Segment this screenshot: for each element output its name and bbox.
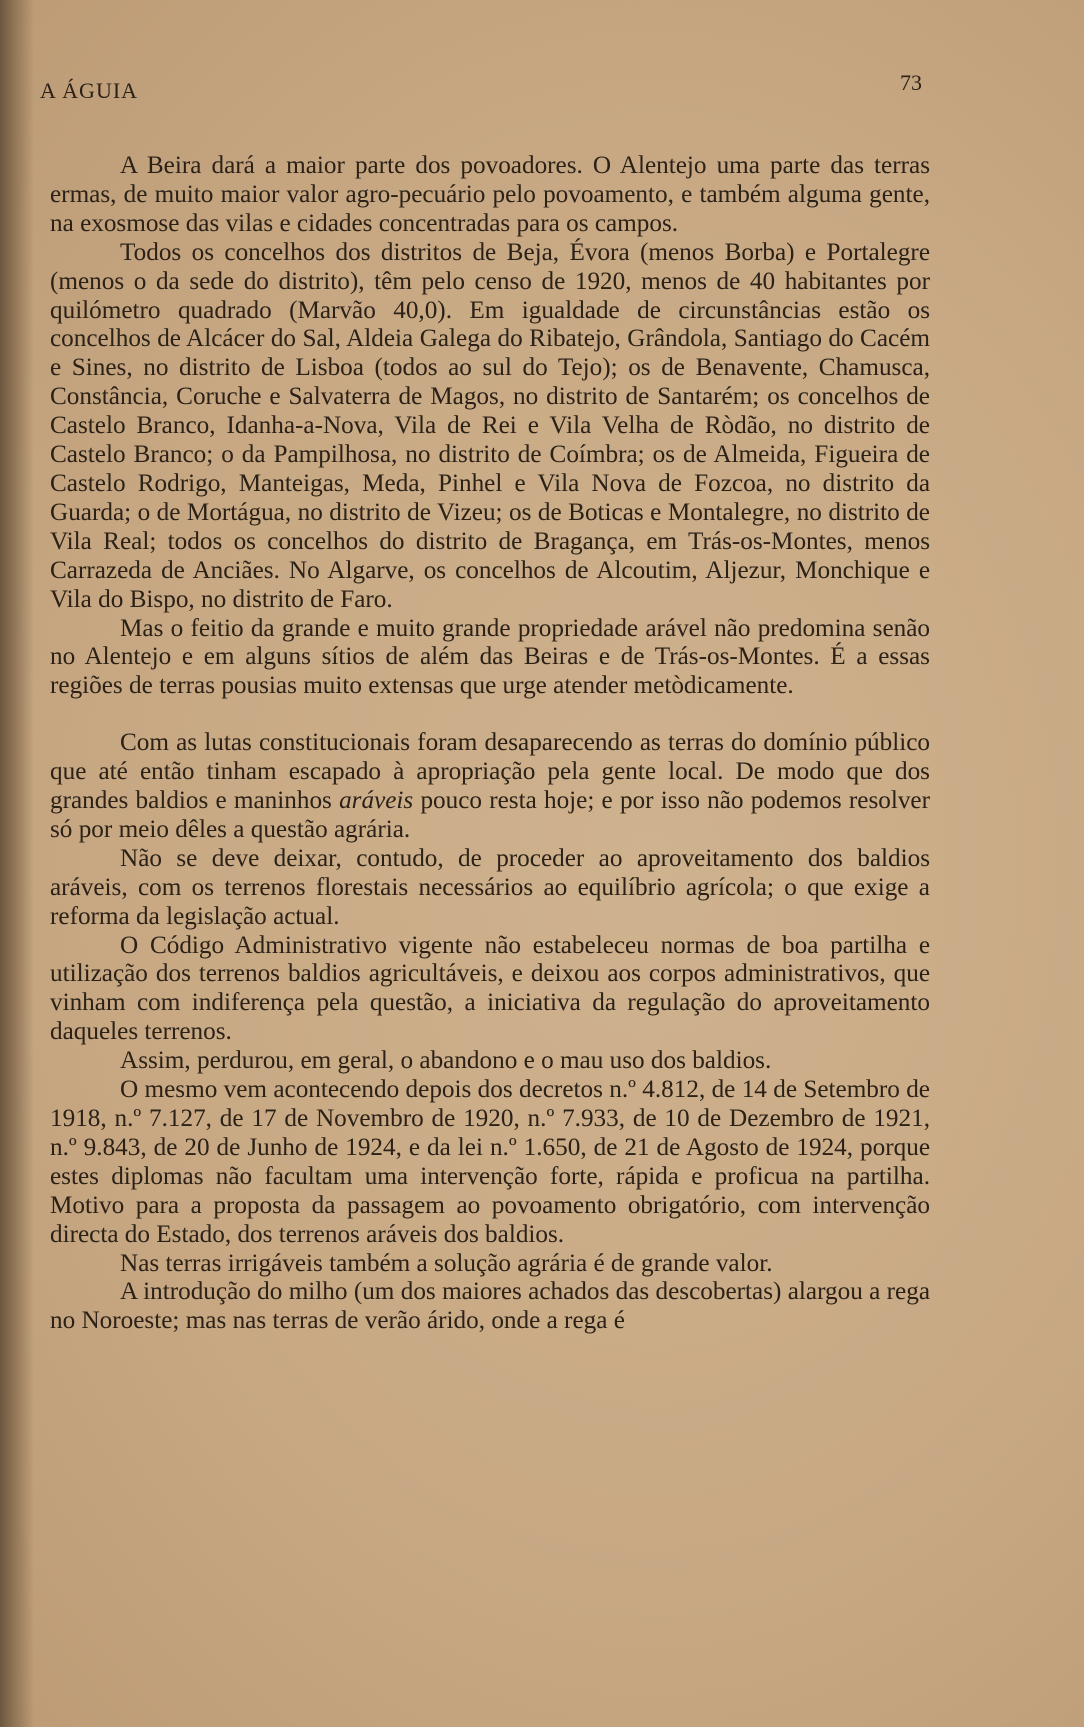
running-title: A ÁGUIA: [40, 78, 139, 103]
paragraph-irrigaveis: Nas terras irrigáveis também a solução agrária é de grande valor.: [120, 1249, 773, 1277]
paragraph-lutas: [50, 729, 930, 845]
paragraph-concelhos: Todos os concelhos dos distritos de Beja, Évora (menos Borba) e Portalegre (menos o da sede do distrito), têm pelo censo de 1920, menos de 40 habitantes por quilómetro quadrado (Marvão 40,0). Em igualdade de circunstâncias estão os concelhos de Alcácer do Sal, Aldeia Galega do Ribatejo, Grândola, Santiago do Cacém e Sines, no distrito de Lisboa (todos ao sul do Tejo); os de Benavente, Chamusca, Constância, Coruche e Salvaterra de Magos, no distrito de Santarém; os concelhos de Castelo Branco, Idanha-a-Nova, Vila de Rei e Vila Velha de Ròdão, no distrito de Castelo Branco; o da Pampilhosa, no distrito de Coímbra; os de Almeida, Figueira de Castelo Rodrigo, Manteigas, Meda, Pinhel e Vila Nova de Fozcoa, no distrito da Guarda; o de Mortágua, no distrito de Vizeu; os de Boticas e Montalegre, no distrito de Vila Real; todos os concelhos do distrito de Bragança, em Trás-os-Montes, menos Carrazeda de Anciães. No Algarve, os concelhos de Alcoutim, Aljezur, Monchique e Vila do Bispo, no distrito de Faro.: [50, 238, 930, 613]
paragraph-codigo: O Código Administrativo vigente não estabeleceu normas de boa partilha e utilização dos terrenos baldios agricultáveis, e deixou aos corpos administrativos, que vinham com indiferença pela questão, a iniciativa da regulação do aproveitamento daqueles terrenos.: [50, 931, 930, 1046]
paragraph-baldios: Não se deve deixar, contudo, de proceder ao aproveitamento dos baldios aráveis, com os terrenos florestais necessários ao equilíbrio agrícola; o que exige a reforma da legislação actual.: [50, 844, 930, 930]
paragraph-abandono: Assim, perdurou, em geral, o abandono e o mau uso dos baldios.: [120, 1047, 772, 1075]
paragraph-lutas-start: Com as lutas constitucionais foram desaparecendo as terras do domínio público que até então tinham escapado à apropriação pela gente local. De modo que dos grandes baldios e maninhos: [50, 729, 930, 815]
body-text: [50, 152, 930, 1336]
paragraph-propriedade: Mas o feitio da grande e muito grande propriedade arável não predomina senão no Alentejo e em alguns sítios de além das Beiras e de Trás-os-Montes. É a essas regiões de terras pousias muito extensas que urge atender metòdicamente.: [50, 614, 930, 700]
paragraph-milho: A introdução do milho (um dos maiores achados das descobertas) alargou a rega no Noroeste; mas nas terras de verão árido, onde a rega é: [50, 1278, 930, 1335]
italic-araveis: aráveis: [339, 787, 414, 815]
paragraph-lutas-end: pouco resta hoje; e por isso não podemos resolver só por meio dêles a questão agrária.: [50, 787, 930, 843]
binding-shadow: [0, 0, 34, 1727]
paragraph-beira: A Beira dará a maior parte dos povoadores. O Alentejo uma parte das terras ermas, de muito maior valor agro-pecuário pelo povoamento, e também alguma gente, na exosmose das vilas e cidades concentradas para os campos.: [50, 152, 930, 237]
page-number: 73: [900, 70, 922, 95]
paragraph-decretos: O mesmo vem acontecendo depois dos decretos n.º 4.812, de 14 de Setembro de 1918, n.º 7.127, de 17 de Novembro de 1920, n.º 7.933, de 10 de Dezembro de 1921, n.º 9.843, de 20 de Junho de 1924, e da lei n.º 1.650, de 21 de Agosto de 1924, porque estes diplomas não facultam uma intervenção forte, rápida e proficua na partilha. Motivo para a proposta da passagem ao povoamento obrigatório, com intervenção directa do Estado, dos terrenos aráveis dos baldios.: [50, 1076, 930, 1248]
